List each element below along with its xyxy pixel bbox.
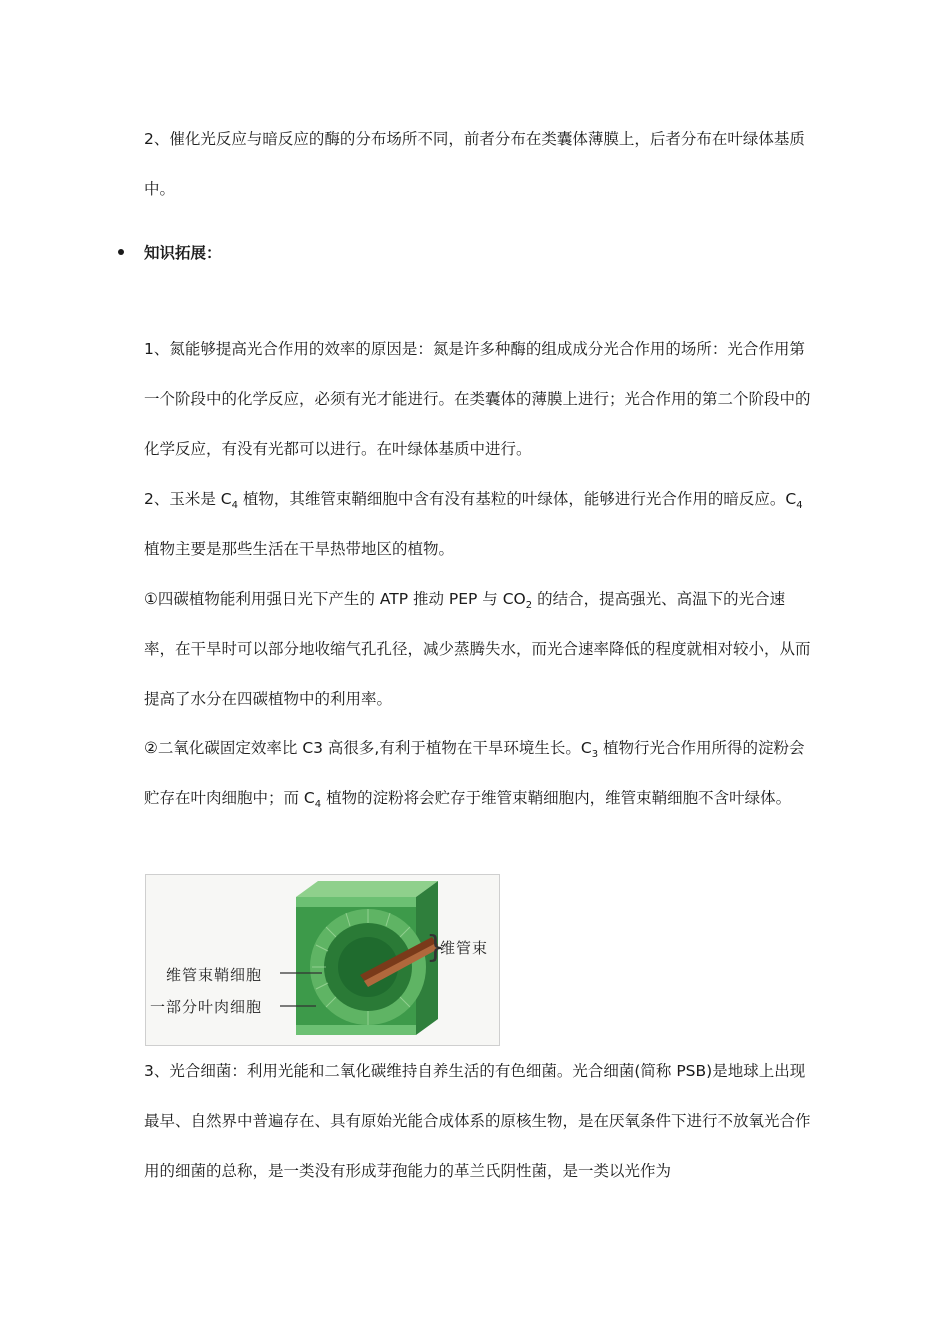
- heading-text: 知识拓展：: [144, 244, 222, 262]
- bullet-icon: [118, 249, 124, 255]
- paragraph-enzyme-location: 2、催化光反应与暗反应的酶的分布场所不同，前者分布在类囊体薄膜上，后者分布在叶绿体基质中。: [144, 130, 805, 198]
- label-mesophyll: 一部分叶肉细胞: [150, 998, 263, 1016]
- leaf-cross-section-figure: [145, 874, 500, 1046]
- paragraph-c4-atp: [144, 574, 814, 724]
- label-bundle-sheath: 维管束鞘细胞: [166, 966, 263, 984]
- section-heading-knowledge-extension: [118, 236, 222, 270]
- text-run: 2、玉米是 C: [144, 490, 232, 508]
- text-run: 的结合，提高强光、高温下的光合速率，在干旱时可以部分地收缩气孔孔径，减少蒸腾失水，而光合速率降低的程度就相对较小，从而提高了水分在四碳植物中的利用率。: [144, 590, 811, 708]
- subscript: 4: [796, 500, 803, 511]
- subscript: 4: [314, 799, 322, 810]
- leaf-illustration: [146, 875, 499, 1045]
- text-run: ①四碳植物能利用强日光下产生的 ATP 推动 PEP 与 CO: [144, 590, 526, 608]
- leaf-top-surface: [296, 881, 438, 897]
- text-run: 植物主要是那些生活在干旱热带地区的植物。: [144, 540, 455, 558]
- text-run: ②二氧化碳固定效率比 C3 高很多,有利于植物在干旱环境生长。C: [144, 739, 592, 757]
- subscript: 2: [525, 600, 533, 611]
- brace-icon: }: [426, 930, 446, 965]
- subscript: 4: [231, 500, 238, 511]
- paragraph-photosynthetic-bacteria: 3、光合细菌：利用光能和二氧化碳维持自养生活的有色细菌。光合细菌(简称 PSB)是地球上出现最早、自然界中普遍存在、具有原始光能合成体系的原核生物，是在厌氧条件下进行不放氧光合作用的细菌的总称，是一类没有形成芽孢能力的革兰氏阴性菌，是一类以光作为: [144, 1062, 811, 1180]
- paragraph-nitrogen: 1、氮能够提高光合作用的效率的原因是：氮是许多种酶的组成成分光合作用的场所：光合作用第一个阶段中的化学反应，必须有光才能进行。在类囊体的薄膜上进行；光合作用的第二个阶段中的化学反应，有没有光都可以进行。在叶绿体基质中进行。: [144, 340, 811, 458]
- upper-epidermis: [296, 897, 416, 907]
- lower-epidermis: [296, 1025, 416, 1035]
- text-run: 植物的淀粉将会贮存于维管束鞘细胞内，维管束鞘细胞不含叶绿体。: [321, 789, 792, 807]
- subscript: 3: [591, 749, 599, 760]
- label-vascular-bundle: 维管束: [440, 939, 489, 957]
- text-run: 植物行光合作用所得的淀粉会贮存在叶肉细胞中；而 C: [144, 739, 805, 807]
- paragraph-corn-c4: [144, 474, 814, 574]
- paragraph-co2-fixation: [144, 723, 814, 823]
- text-run: 植物，其维管束鞘细胞中含有没有基粒的叶绿体，能够进行光合作用的暗反应。C: [238, 490, 797, 508]
